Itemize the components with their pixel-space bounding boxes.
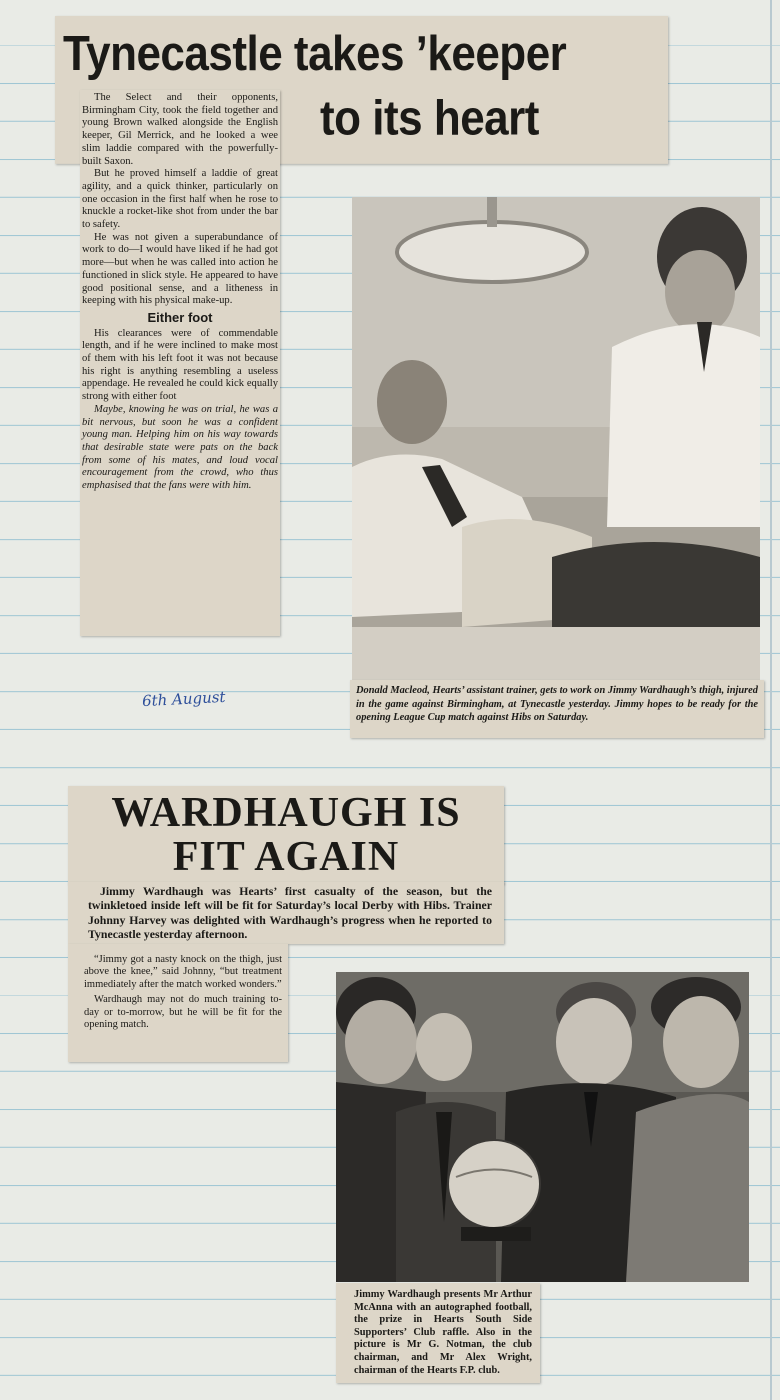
article2-photo [336, 972, 749, 1282]
article1-headline-line1: Tynecastle takes ’keeper [63, 26, 567, 81]
handwritten-date-note: 6th August [141, 687, 226, 711]
article1-photo-caption: Donald Macleod, Hearts’ assistant trainer, gets to work on Jimmy Wardhaugh’s thigh, injured in the game against Birmingham, at Tynecastle yesterday. Jimmy hopes to be ready for the opening League Cup match against Hibs on Saturday. [350, 680, 764, 738]
article1-paragraph: But he proved himself a laddie of great agility, and a quick thinker, particularly on one occasion in the first half when he rose to knuckle a rocket-like shot from under the bar to safety. [82, 168, 278, 231]
notebook-margin-line [770, 0, 772, 1400]
article2-headline [68, 786, 504, 884]
article1-headline-line2: to its heart [320, 91, 539, 146]
article2-paragraph: Wardhaugh may not do much training to-day or to-morrow, but he will be fit for the opening match. [84, 994, 282, 1031]
article2-headline-line1: WARDHAUGH IS [111, 790, 461, 836]
article1-paragraph: Maybe, knowing he was on trial, he was a bit nervous, but soon he was a confident young man. Helping him on his way towards that desirable state were pats on the back from some of his mates, and loud vocal encouragement from the crowd, who thus emphasised that the fans were with him. [82, 403, 278, 492]
article1-photo [352, 197, 760, 680]
article2-photo-caption: Jimmy Wardhaugh presents Mr Arthur McAnna with an autographed football, the prize in Hearts South Side Supporters’ Club raffle. Also in the picture is Mr G. Notman, the club chairman, and Mr Alex Wright, chairman of the Hearts F.P. club. [336, 1283, 540, 1383]
article2-headline-line2: FIT AGAIN [172, 834, 400, 880]
article2-body [68, 944, 288, 1062]
article1-paragraph: His clearances were of commendable length, and if he were inclined to make most of them with his left foot it was not because his right is anything resembling a useless appendage. He revealed he could kick equally strong with either foot [82, 327, 278, 403]
article2-paragraph: “Jimmy got a nasty knock on the thigh, just above the knee,” said Johnny, “but treatment immediately after the match worked wonders.” [84, 954, 282, 990]
article1-subhead: Either foot [147, 309, 213, 325]
article2-lead-paragraph: Jimmy Wardhaugh was Hearts’ first casualty of the season, but the twinkletoed inside left will be fit for Saturday’s local Derby with Hibs. Trainer Johnny Harvey was delighted with Wardhaugh’s progress when he reported to Tynecastle yesterday afternoon. [68, 882, 504, 944]
article1-paragraph: The Select and their opponents, Birmingham City, took the field together and young Brown walked alongside the English keeper, Gil Merrick, and he looked a wee slim laddie compared with the powerfully-built Saxon. [82, 92, 278, 167]
article1-paragraph: He was not given a superabundance of work to do—I would have liked if he had got more—but when he was called into action he functioned in slick style. He appeared to have good positional sense, and a litheness in keeping with his physical make-up. [82, 231, 278, 307]
article1-column [80, 90, 280, 636]
